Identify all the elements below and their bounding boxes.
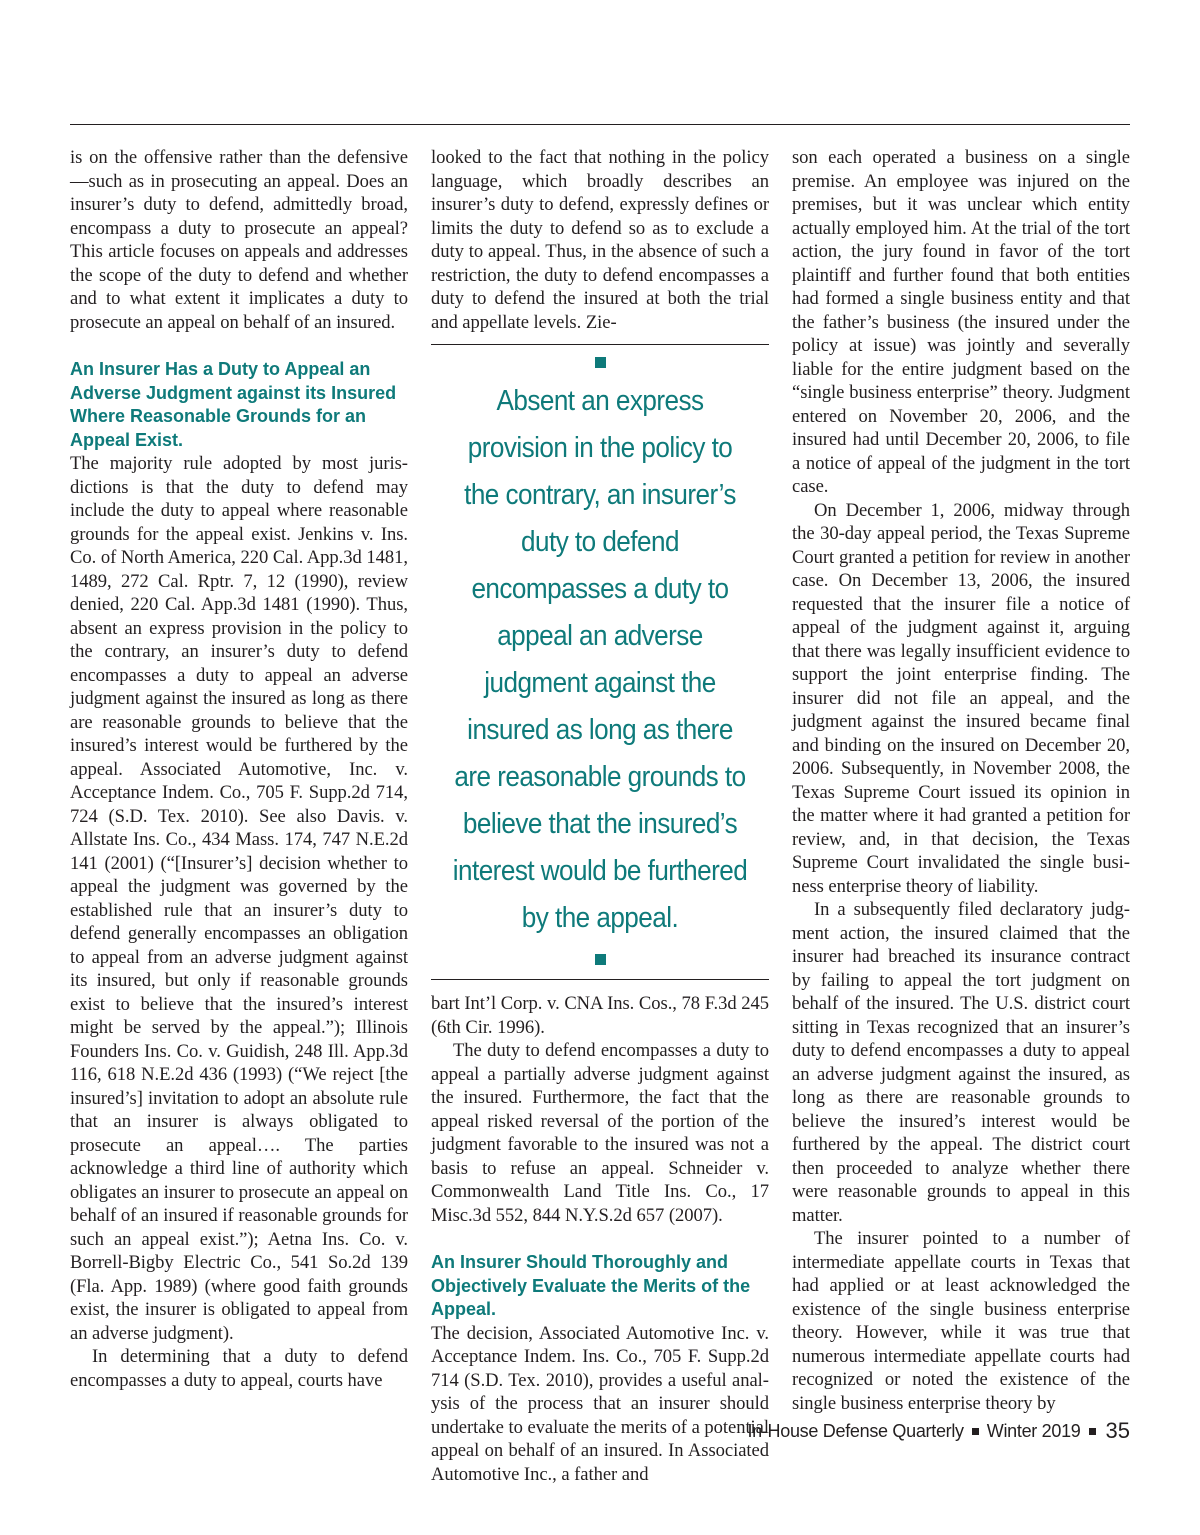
spacer — [70, 334, 408, 358]
column-3 — [792, 146, 1130, 1415]
body-paragraph: bart Int’l Corp. v. CNA Ins. Cos., 78 F.3d 245 (6th Cir. 1996). — [431, 993, 769, 1038]
body-paragraph: son each operated a business on a single premise. An employee was injured on the premises, but it was unclear which entity actually employed him. At the trial of the tort action, the jury found in favor of the tort plaintiff and further found that both entities had formed a single business entity and that the father’s business (the insured under the policy at issue) was jointly and severally liable for the entire judgment based on the “single business enterprise” theory. Judgment entered on November 20, 2006, and the insured had until December 20, 2006, to file a notice of appeal of the judgment in the tort case. — [792, 147, 1130, 497]
page-number: 35 — [1105, 1418, 1130, 1443]
column-2 — [431, 146, 769, 1486]
body-paragraph: In determining that a duty to defend encompasses a duty to appeal, courts have — [70, 1346, 408, 1391]
publication-name: In-House Defense Quarterly — [747, 1420, 964, 1441]
body-paragraph: The decision, Associated Automotive Inc. v. Acceptance Indem. Ins. Co., 705 F. Supp.2d 714 (S.D. Tex. 2010), provides a useful analysis of the process that an insurer should undertake to evaluate the merits of a potential appeal on behalf of an insured. In Associated Automotive Inc., a father and — [431, 1322, 769, 1485]
spacer — [431, 1227, 769, 1251]
column-1 — [70, 146, 408, 1392]
square-bullet-icon — [595, 954, 606, 965]
square-bullet-icon — [595, 357, 606, 368]
body-paragraph: is on the offensive rather than the defensive—such as in prosecuting an appeal. Does an insurer’s duty to defend, admittedly broad, encompass a duty to prosecute an appeal? This article focuses on appeals and addresses the scope of the duty to defend and whether and to what extent it implicates a duty to prosecute an appeal on behalf of an insured. — [70, 147, 408, 333]
section-heading: An Insurer Should Thoroughly and Objectively Evaluate the Merits of the Appeal. — [431, 1252, 751, 1319]
body-paragraph: In a subsequently filed declaratory judgment action, the insured claimed that the insurer had breached its insurance contract by failing to appeal the tort judgment on behalf of the insured. The U.S. district court sitting in Texas recognized that an insurer’s duty to defend encompasses a duty to appeal an adverse judgment against the insured, as long as there are reasonable grounds to believe the insured’s interest would be furthered by the appeal. The district court then proceeded to analyze whether there were reasonable grounds to appeal in this matter. — [792, 899, 1130, 1226]
pull-quote — [431, 344, 769, 980]
body-paragraph: The majority rule adopted by most jurisdictions is that the duty to defend may include the duty to appeal where reasonable grounds for the appeal exist. Jenkins v. Ins. Co. of North America, 220 Cal. App.3d 1481, 1489, 272 Cal. Rptr. 7, 12 (1990), review denied, 220 Cal. App.3d 1481 (1990). Thus, absent an express provision in the policy to the contrary, an insurer’s duty to defend encompasses a duty to appeal an adverse judgment against the insured as long as there are reasonable grounds to believe that the insured’s interest would be furthered by the appeal. Associated Automotive, Inc. v. Acceptance Indem. Co., 705 F. Supp.2d 714, 724 (S.D. Tex. 2010). See also Davis. v. Allstate Ins. Co., 434 Mass. 174, 747 N.E.2d 141 (2001) (“[Insurer’s] decision whether to appeal the judgment was governed by the established rule that an insurer’s duty to defend generally encompasses an obligation to appeal from an adverse judgment against its insured, but only if reasonable grounds exist to believe that the insured’s interest might be served by the appeal.”); Illinois Founders Ins. Co. v. Guidish, 248 Ill. App.3d 116, 618 N.E.2d 436 (1993) (“We reject [the insured’s] invitation to adopt an absolute rule that an insurer is always obligated to prosecute an appeal…. The parties acknowledge a third line of authority which obligates an insurer to prosecute an appeal on behalf of an insured if reasonable grounds for such an appeal exist.”); Aetna Ins. Co. v. Borrell-Bigby Electric Co., 541 So.2d 139 (Fla. App. 1989) (where good faith grounds exist, the insurer is obligated to appeal from an adverse judgment). — [70, 453, 408, 1344]
separator-square-icon — [1089, 1428, 1096, 1435]
body-paragraph: On December 1, 2006, midway through the 30-day appeal period, the Texas Supreme Court granted a petition for review in another case. On December 13, 2006, the insured requested that the insurer file a notice of appeal of the judgment against it, arguing that there was legally insufficient evidence to support the joint enterprise finding. The insurer did not file an appeal, and the judgment against the insured became final and binding on the insured on December 20, 2006. Subsequently, in November 2008, the Texas Supreme Court issued its opinion in the matter where it had granted a petition for review, and, in that decision, the Texas Supreme Court invalidated the single business enterprise theory of liability. — [792, 499, 1130, 897]
body-paragraph: looked to the fact that nothing in the policy language, which broadly describes an insurer’s duty to defend, expressly defines or limits the duty to defend so as to exclude a duty to appeal. Thus, in the absence of such a restriction, the duty to defend encompasses a duty to defend the insured at both the trial and appellate levels. Zie- — [431, 147, 769, 333]
page-footer — [747, 1418, 1130, 1444]
body-paragraph: The duty to defend encompasses a duty to appeal a partially adverse judgment against the insured. Furthermore, the fact that the appeal risked reversal of the portion of the judgment favorable to the insured was not a basis to refuse an appeal. Schneider v. Commonwealth Land Title Ins. Co., 17 Misc.3d 552, 844 N.Y.S.2d 657 (2007). — [431, 1040, 769, 1226]
section-heading: An Insurer Has a Duty to Appeal an Adverse Judgment against its Insured Where Reasonable Grounds for an Appeal Exist. — [70, 359, 397, 450]
separator-square-icon — [972, 1428, 979, 1435]
top-rule — [70, 124, 1130, 125]
issue-date: Winter 2019 — [986, 1420, 1081, 1441]
body-paragraph: The insurer pointed to a number of intermediate appellate courts in Texas that had applied or at least acknowledged the existence of the single business enterprise theory. However, while it was true that numerous intermediate appellate courts had recognized or noted the existence of the single business enterprise theory by — [792, 1228, 1130, 1414]
pull-quote-text: Absent an express provision in the policy to the contrary, an insurer’s duty to defend encompasses a duty to appeal an adverse judgment against the insured as long as there are reasonable grounds to believe that the insured’s interest would be furthered by the appeal. — [452, 385, 748, 934]
